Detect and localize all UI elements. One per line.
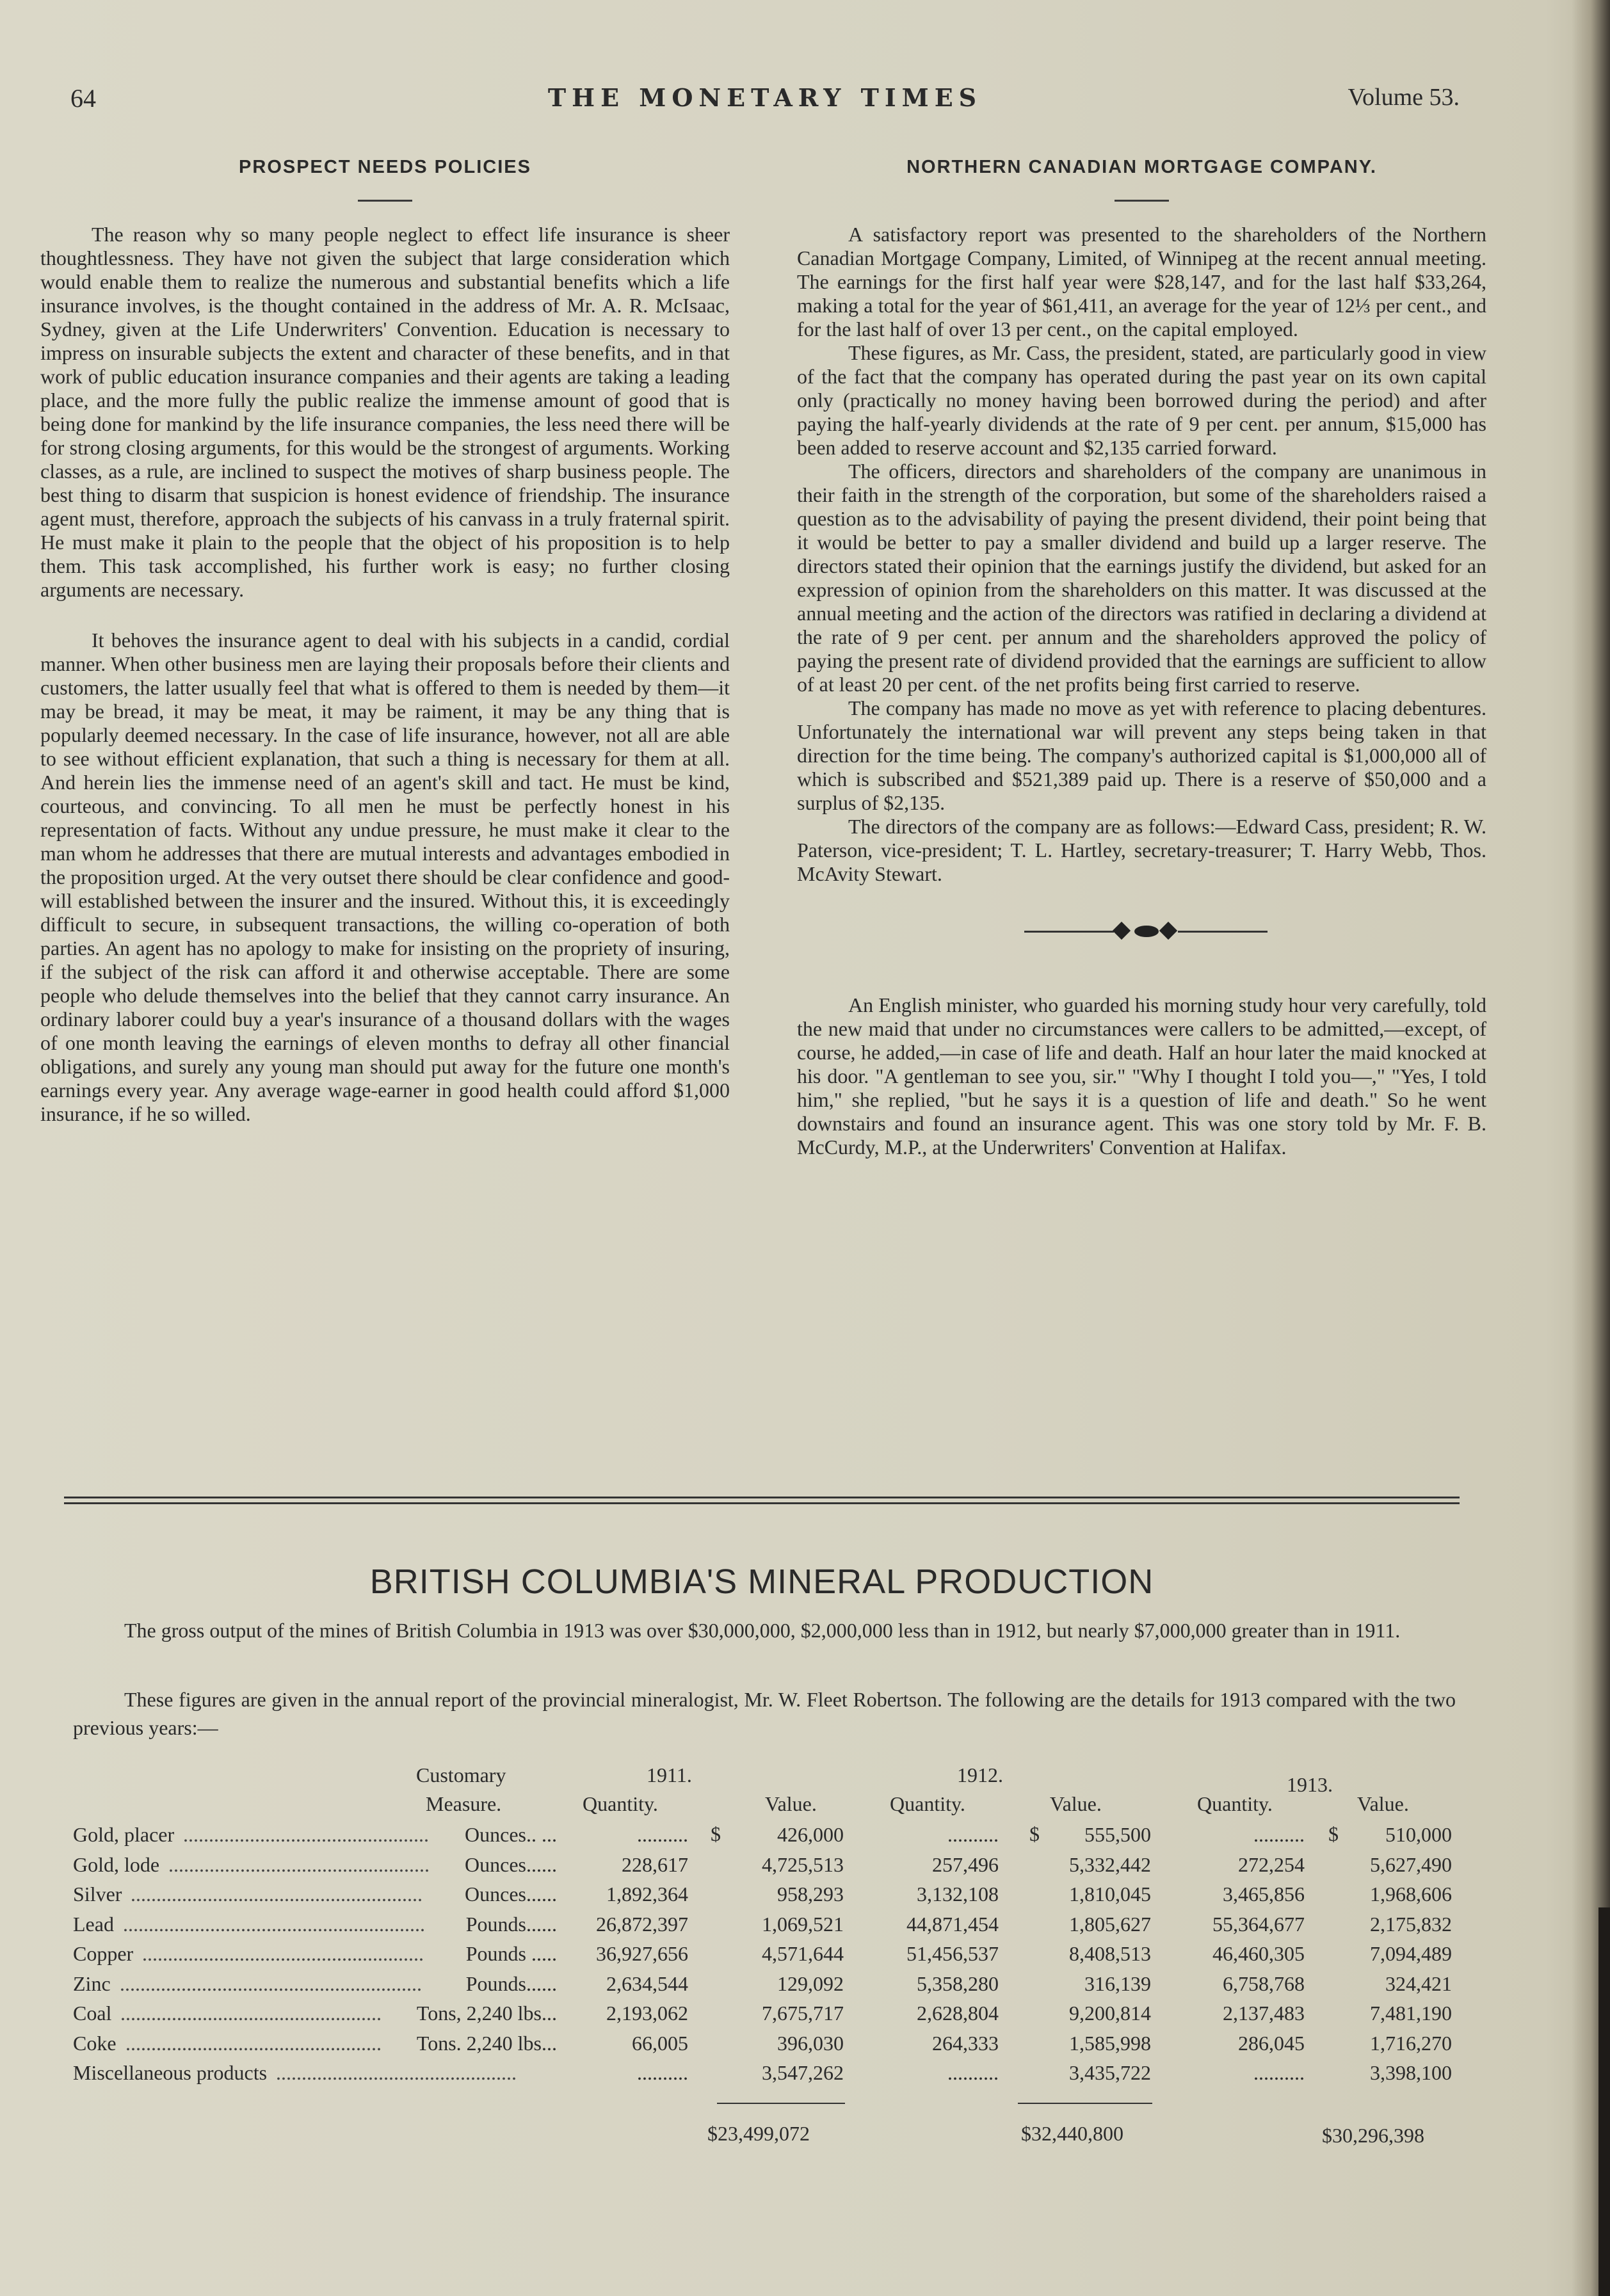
left-article — [40, 157, 730, 1126]
right-article — [797, 157, 1486, 1159]
cell-v1912: 3,435,722 — [1069, 2061, 1151, 2084]
section-divider — [64, 1497, 1460, 1505]
cell-q1911: 2,193,062 — [606, 2002, 688, 2025]
cell-q1913: 2,137,483 — [1223, 2002, 1305, 2025]
cell-q1913: 46,460,305 — [1212, 1942, 1305, 1965]
section-ornament — [797, 911, 1486, 950]
cell-v1912: 1,585,998 — [1069, 2031, 1151, 2055]
article-paragraph: These figures, as Mr. Cass, the president, stated, are particularly good in view of the fact that the company has operated during the past year on its own capital only (practically no money having been borrowed during the period) and after paying the half-yearly dividends at the rate of 9 per cent. per annum, $15,000 has been added to reserve account and $2,135 carried forward. — [797, 341, 1486, 459]
total-1912: $32,440,800 — [1021, 2122, 1123, 2145]
cell-q1911: 1,892,364 — [606, 1883, 688, 1906]
article-paragraph: The reason why so many people neglect to effect life insurance is sheer thoughtlessness. They have not given the subject that large consideration which would enable them to realize the numerous and substantial benefits which a life insurance involves, is the thought contained in the address of Mr. A. R. McIsaac, Sydney, given at the Life Underwriters' Convention. Education is necessary to impress on insurable subjects the extent and character of these benefits, and in that work of public education insurance companies and their agents are taking a leading place, and the more fully the public realize the immense amount of good that is being done for mankind by the life insurance companies, the less need there will be for strong closing arguments, for this would be the strongest of arguments. Working classes, as a rule, are inclined to suspect the motives of sharp business people. The best thing to disarm that suspicion is honest evidence of friendship. The insurance agent must, therefore, approach the subjects of his canvass in a truly fraternal spirit. He must make it plain to the people that the object of his proposition is to help them. This task accomplished, his further work is easy; no further closing arguments are necessary. — [40, 223, 730, 601]
cell-v1911: 4,725,513 — [762, 1852, 844, 1876]
row-measure: Ounces.. ... — [465, 1823, 557, 1846]
row-measure: Pounds...... — [465, 1971, 557, 1995]
article-paragraph: It behoves the insurance agent to deal with his subjects in a candid, cordial manner. When other business men are laying their proposals before their clients and customers, the latter usually feel that what is offered to them is needed by them—it may be bread, it may be meat, it may be raiment, it may be any thing that is popularly deemed necessary. In the case of life insurance, however, not all are able to see without efficient explanation, that such a thing is necessary for them at all. And herein lies the immense need of an agent's skill and tact. He must be kind, courteous, and convincing. To all men he must be perfectly honest in his representation of facts. Without any undue pressure, he must make it clear to the man whom he addresses that there are mutual interests and advantages embodied in the proposition urged. At the very outset there should be clear confidence and good-will established between the insurer and the insured. Without this, it is exceedingly difficult to secure, in subsequent transactions, the willing co-operation of both parties. An agent has no apology to make for insisting on the propriety of insuring, if the subject of the risk can afford it and otherwise acceptable. There are some people who delude themselves into the belief that they cannot carry insurance. An ordinary laborer could buy a year's insurance of a thousand dollars with the wages of one month leaving the earnings of eleven months to defray all other financial obligations, and surely any young man should put away for the future one month's earnings every year. Any average wage-earner in good health could afford $1,000 insurance, if he so willed. — [40, 629, 730, 1125]
header-value: Value. — [765, 1792, 817, 1815]
row-measure: Tons. 2,240 lbs... — [416, 2031, 557, 2055]
cell-q1911: 2,634,544 — [606, 1971, 688, 1995]
dot-leader: ................................................... — [168, 1852, 430, 1876]
row-name: Gold, placer — [73, 1823, 175, 1846]
cell-q1912: 257,496 — [932, 1852, 999, 1876]
cell-q1911: 36,927,656 — [596, 1942, 688, 1965]
cell-v1911: 4,571,644 — [762, 1942, 844, 1965]
cell-q1913: 3,465,856 — [1223, 1883, 1305, 1906]
page-edge-shadow — [1598, 1907, 1610, 2296]
row-measure: Tons, 2,240 lbs... — [416, 2002, 557, 2025]
dot-leader: ....................................................... — [142, 1942, 424, 1965]
cell-v1913: 5,627,490 — [1370, 1852, 1452, 1876]
cell-q1912: 2,628,804 — [917, 2002, 999, 2025]
total-1913: $30,296,398 — [1322, 2124, 1424, 2147]
dot-leader: ................................................ — [183, 1823, 429, 1846]
cell-v1911: 426,000 — [777, 1823, 844, 1846]
cell-v1913: 7,094,489 — [1370, 1942, 1452, 1965]
header-quantity: Quantity. — [583, 1792, 658, 1815]
dot-leader: .................................................. — [125, 2031, 382, 2055]
cell-q1913: 55,364,677 — [1212, 1912, 1305, 1936]
dot-leader: ........................................................... — [120, 1971, 422, 1995]
article-heading: PROSPECT NEEDS POLICIES — [239, 157, 531, 177]
row-name: Gold, lode — [73, 1852, 160, 1876]
header-value: Value. — [1050, 1792, 1102, 1815]
row-name: Lead — [73, 1912, 114, 1936]
row-name: Coke — [73, 2031, 117, 2055]
dot-leader: ........................................................... — [123, 1912, 425, 1936]
total-rule — [1018, 2103, 1152, 2104]
row-measure: Pounds ..... — [465, 1942, 557, 1965]
bc-article-title: BRITISH COLUMBIA'S MINERAL PRODUCTION — [369, 1562, 1154, 1601]
cell-v1912: 1,810,045 — [1069, 1883, 1151, 1906]
header-measure: Measure. — [426, 1792, 502, 1815]
heading-rule — [1115, 200, 1169, 202]
cell-q1911: 26,872,397 — [596, 1912, 688, 1936]
cell-q1912: 44,871,454 — [906, 1912, 999, 1936]
row-measure: Ounces...... — [465, 1883, 557, 1906]
article-paragraph: A satisfactory report was presented to the shareholders of the Northern Canadian Mortgage Company, Limited, of Winnipeg at the recent annual meeting. The earnings for the first half year were $28,147, and for the last half $33,264, making a total for the year of $61,411, an average for the year of 12⅓ per cent., and for the last half of over 13 per cent., on the capital employed. — [797, 223, 1486, 341]
volume-label: Volume 53. — [1348, 84, 1460, 111]
running-head — [70, 83, 1460, 122]
cell-v1913: 1,968,606 — [1370, 1883, 1452, 1906]
header-customary: Customary — [416, 1763, 506, 1786]
dot-leader: ................................................... — [120, 2002, 382, 2025]
cell-v1911: 958,293 — [777, 1883, 844, 1906]
dollar-sign: $ — [1328, 1822, 1339, 1845]
total-rule — [717, 2103, 845, 2104]
header-quantity: Quantity. — [1197, 1792, 1273, 1815]
header-year-1913: 1913. — [1287, 1773, 1333, 1796]
publication-title: THE MONETARY TIMES — [547, 83, 983, 112]
cell-q1911: .......... — [637, 2061, 688, 2084]
cell-q1911: 228,617 — [622, 1852, 688, 1876]
cell-q1912: .......... — [947, 1823, 999, 1846]
cell-v1913: 1,716,270 — [1370, 2031, 1452, 2055]
row-name: Zinc — [73, 1971, 111, 1995]
page-number: 64 — [70, 84, 96, 113]
row-name: Miscellaneous products — [73, 2061, 268, 2084]
total-1911: $23,499,072 — [707, 2122, 810, 2145]
cell-v1911: 3,547,262 — [762, 2061, 844, 2084]
cell-q1912: 5,358,280 — [917, 1971, 999, 1995]
header-quantity: Quantity. — [890, 1792, 965, 1815]
cell-v1912: 1,805,627 — [1069, 1912, 1151, 1936]
dollar-sign: $ — [1029, 1822, 1040, 1845]
cell-v1912: 8,408,513 — [1069, 1942, 1151, 1965]
cell-v1911: 1,069,521 — [762, 1912, 844, 1936]
cell-v1912: 316,139 — [1084, 1971, 1151, 1995]
row-name: Copper — [73, 1942, 134, 1965]
cell-q1913: 286,045 — [1238, 2031, 1305, 2055]
anecdote-paragraph: An English minister, who guarded his morning study hour very carefully, told the new maid that under no circumstances were callers to be admitted,—except, of course, he added,—in case of life and death. Half an hour later the maid knocked at his door. "A gentleman to see you, sir." "Why I thought I told you—," "Yes, I told him," she replied, "but he says it is a question of life and death." So he went downstairs and found an insurance agent. This was one story told by Mr. F. B. McCurdy, M.P., at the Underwriters' Convention at Halifax. — [797, 993, 1486, 1159]
dollar-sign: $ — [711, 1822, 721, 1845]
cell-q1913: 272,254 — [1238, 1852, 1305, 1876]
cell-q1913: 6,758,768 — [1223, 1971, 1305, 1995]
row-name: Silver — [73, 1883, 122, 1906]
cell-v1911: 7,675,717 — [762, 2002, 844, 2025]
cell-v1913: 324,421 — [1385, 1971, 1452, 1995]
cell-v1912: 5,332,442 — [1069, 1852, 1151, 1876]
dot-leader: ......................................................... — [131, 1883, 423, 1906]
cell-q1912: .......... — [947, 2061, 999, 2084]
cell-q1913: .......... — [1253, 1823, 1305, 1846]
cell-v1913: 2,175,832 — [1370, 1912, 1452, 1936]
cell-v1913: 7,481,190 — [1370, 2002, 1452, 2025]
cell-v1912: 555,500 — [1084, 1823, 1151, 1846]
article-paragraph: The company has made no move as yet with reference to placing debentures. Unfortunately the international war will prevent any steps being taken in that direction for the time being. The company's authorized capital is $1,000,000 all of which is subscribed and $521,389 paid up. There is a reserve of $50,000 and a surplus of $2,135. — [797, 696, 1486, 814]
cell-v1913: 3,398,100 — [1370, 2061, 1452, 2084]
cell-q1912: 51,456,537 — [906, 1942, 999, 1965]
cell-v1911: 129,092 — [777, 1971, 844, 1995]
article-paragraph: The directors of the company are as follows:—Edward Cass, president; R. W. Paterson, vice-president; T. L. Hartley, secretary-treasurer; T. Harry Webb, Thos. McAvity Stewart. — [797, 815, 1486, 885]
heading-rule — [358, 200, 412, 202]
cell-q1912: 3,132,108 — [917, 1883, 999, 1906]
header-year-1912: 1912. — [957, 1763, 1003, 1786]
bc-paragraph: The gross output of the mines of British Columbia in 1913 was over $30,000,000, $2,000,000 less than in 1912, but nearly $7,000,000 greater than in 1911. — [124, 1619, 1401, 1642]
header-year-1911: 1911. — [647, 1763, 692, 1786]
article-paragraph: The officers, directors and shareholders of the company are unanimous in their faith in the strength of the corporation, but some of the shareholders raised a question as to the advisability of paying the present dividend, their point being that it would be better to pay a smaller dividend and build up a larger reserve. The directors stated their opinion that the earnings justify the dividend, but asked for an expression of opinion from the shareholders on this matter. It was discussed at the annual meeting and the action of the directors was ratified in declaring a dividend at the rate of 9 per cent. per annum and the shareholders approved the policy of paying the present rate of dividend provided that the earnings are sufficient to allow of at least 20 per cent. of the net profits being first carried to reserve. — [797, 460, 1486, 696]
cell-q1911: 66,005 — [632, 2031, 688, 2055]
row-measure: Pounds...... — [465, 1912, 557, 1936]
cell-q1912: 264,333 — [932, 2031, 999, 2055]
cell-v1912: 9,200,814 — [1069, 2002, 1151, 2025]
bc-paragraph: These figures are given in the annual report of the provincial mineralogist, Mr. W. Fleet Robertson. The following are the details for 1913 compared with the two previous years:— — [73, 1688, 1456, 1739]
header-value: Value. — [1357, 1792, 1409, 1815]
row-measure: Ounces...... — [465, 1852, 557, 1876]
row-name: Coal — [73, 2002, 112, 2025]
article-heading: NORTHERN CANADIAN MORTGAGE COMPANY. — [906, 157, 1377, 177]
dot-leader: ............................................... — [276, 2061, 517, 2084]
cell-q1911: .......... — [637, 1823, 688, 1846]
cell-v1913: 510,000 — [1385, 1823, 1452, 1846]
cell-q1913: .......... — [1253, 2061, 1305, 2084]
cell-v1911: 396,030 — [777, 2031, 844, 2055]
